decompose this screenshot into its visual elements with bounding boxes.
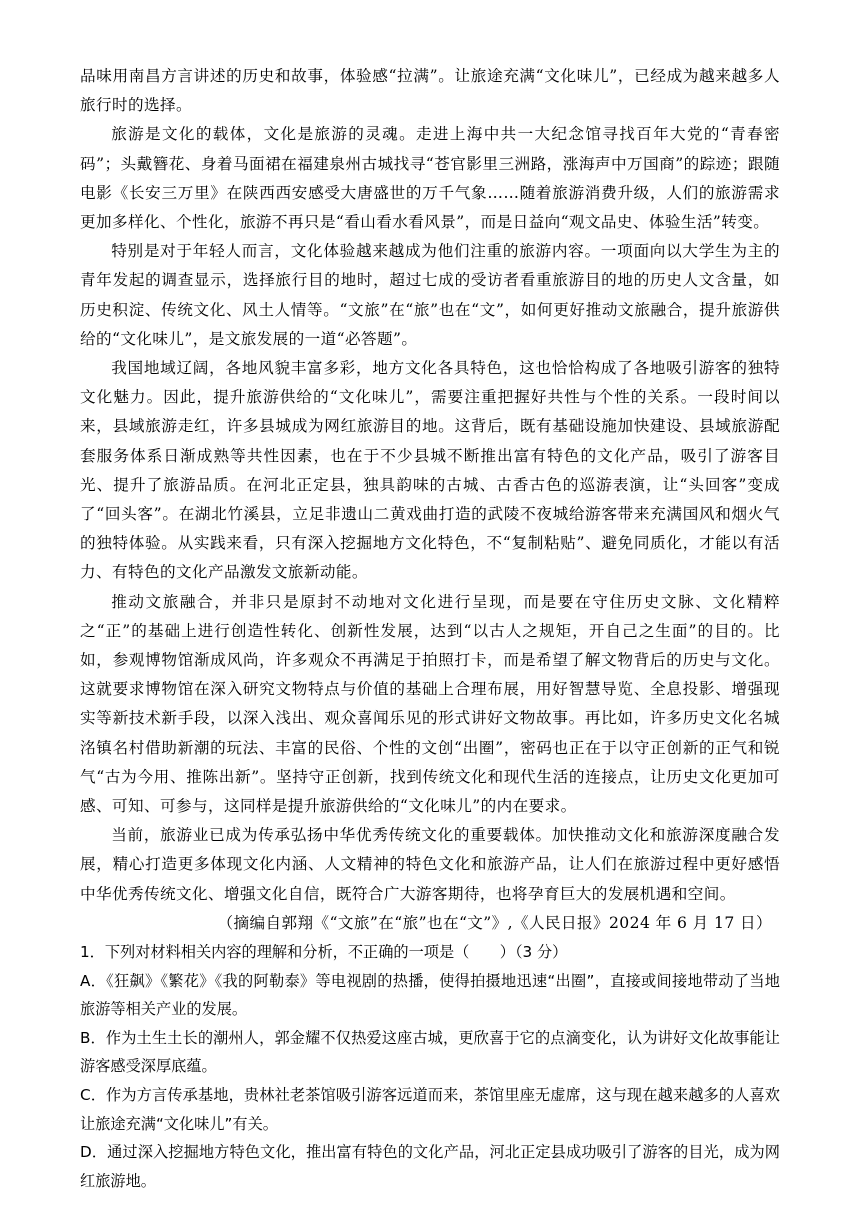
question-1 [80, 938, 780, 1195]
option-a: A．《狂飙》《繁花》《我的阿勒泰》等电视剧的热播，使得拍摄地迅速“出圈”，直接或间接地带动了当地旅游等相关产业的发展。 [80, 971, 780, 1019]
option-d: D．通过深入挖掘地方特色文化，推出富有特色的文化产品，河北正定县成功吸引了游客的目光，成为网红旅游地。 [80, 1143, 780, 1190]
article-paragraph-2: 旅游是文化的载体，文化是旅游的灵魂。走进上海中共一大纪念馆寻找百年大党的“青春密码”；头戴簪花、身着马面裙在福建泉州古城找寻“苍官影里三洲路，涨海声中万国商”的踪迹；跟随电影《长安三万里》在陕西西安感受大唐盛世的万千气象……随着旅游消费升级，人们的旅游需求更加多样化、个性化，旅游不再只是“看山看水看风景”，而是日益向“观文品史、体验生活”转变。 [80, 125, 780, 232]
article-paragraph-5: 推动文旅融合，并非只是原封不动地对文化进行呈现，而是要在守住历史文脉、文化精粹之“正”的基础上进行创造性转化、创新性发展，达到“以古人之规矩，开自己之生面”的目的。比如，参观博物馆渐成风尚，许多观众不再满足于拍照打卡，而是希望了解文物背后的历史与文化。这就要求博物馆在深入研究文物特点与价值的基础上合理布展，用好智慧导览、全息投影、增强现实等新技术新手段，以深入浅出、观众喜闻乐见的形式讲好文物故事。再比如，许多历史文化名城洺镇名村借助新潮的玩法、丰富的民俗、个性的文创“出圈”，密码也正在于以守正创新的正气和锐气“古为今用、推陈出新”。坚持守正创新，找到传统文化和现代生活的连接点，让历史文化更加可感、可知、可参与，这同样是提升旅游供给的“文化味儿”的内在要求。 [80, 592, 780, 816]
article-source-citation: （摘编自郭翔《“文旅”在“旅”也在“文”》,《人民日报》2024 年 6 月 17 日） [217, 913, 772, 932]
article-paragraph-1: 品味用南昌方言讲述的历史和故事，体验感“拉满”。让旅途充满“文化味儿”，已经成为越来越多人旅行时的选择。 [80, 67, 780, 115]
article-paragraph-6: 当前，旅游业已成为传承弘扬中华优秀传统文化的重要载体。加快推动文化和旅游深度融合发展，精心打造更多体现文化内涵、人文精神的特色文化和旅游产品，让人们在旅游过程中更好感悟中华优秀传统文化、增强文化自信，既符合广大游客期待，也将孕育巨大的发展机遇和空间。 [80, 826, 780, 903]
question-stem: 1．下列对材料相关内容的理解和分析，不正确的一项是（ ）（3 分） [80, 943, 568, 962]
option-c: C．作为方言传承基地，贵林社老茶馆吸引游客远道而来，茶馆里座无虚席，这与现在越来越多的人喜欢让旅途充满“文化味儿”有关。 [80, 1086, 780, 1133]
article-text [80, 62, 780, 938]
option-b: B．作为土生土长的潮州人，郭金耀不仅热爱这座古城，更欣喜于它的点滴变化，认为讲好文化故事能让游客感受深厚底蕴。 [80, 1028, 780, 1076]
article-paragraph-4: 我国地域辽阔，各地风貌丰富多彩，地方文化各具特色，这也恰恰构成了各地吸引游客的独特文化魅力。因此，提升旅游供给的“文化味儿”，需要注重把握好共性与个性的关系。一段时间以来，县域旅游走红，许多县城成为网红旅游目的地。这背后，既有基础设施加快建设、县域旅游配套服务体系日渐成熟等共性因素，也在于不少县城不断推出富有特色的文化产品，吸引了游客目光、提升了旅游品质。在河北正定县，独具韵味的古城、古香古色的巡游表演，让“头回客”变成了“回头客”。在湖北竹溪县，立足非遗山二黄戏曲打造的武陵不夜城给游客带来充满国风和烟火气的独特体验。从实践来看，只有深入挖掘地方文化特色，不“复制粘贴”、避免同质化，才能以有活力、有特色的文化产品激发文旅新动能。 [80, 359, 780, 582]
article-paragraph-3: 特别是对于年轻人而言，文化体验越来越成为他们注重的旅游内容。一项面向以大学生为主的青年发起的调查显示，选择旅行目的地时，超过七成的受访者看重旅游目的地的历史人文含量，如历史积淀、传统文化、风土人情等。“文旅”在“旅”也在“文”，如何更好推动文旅融合，提升旅游供给的“文化味儿”，是文旅发展的一道“必答题”。 [80, 242, 780, 348]
